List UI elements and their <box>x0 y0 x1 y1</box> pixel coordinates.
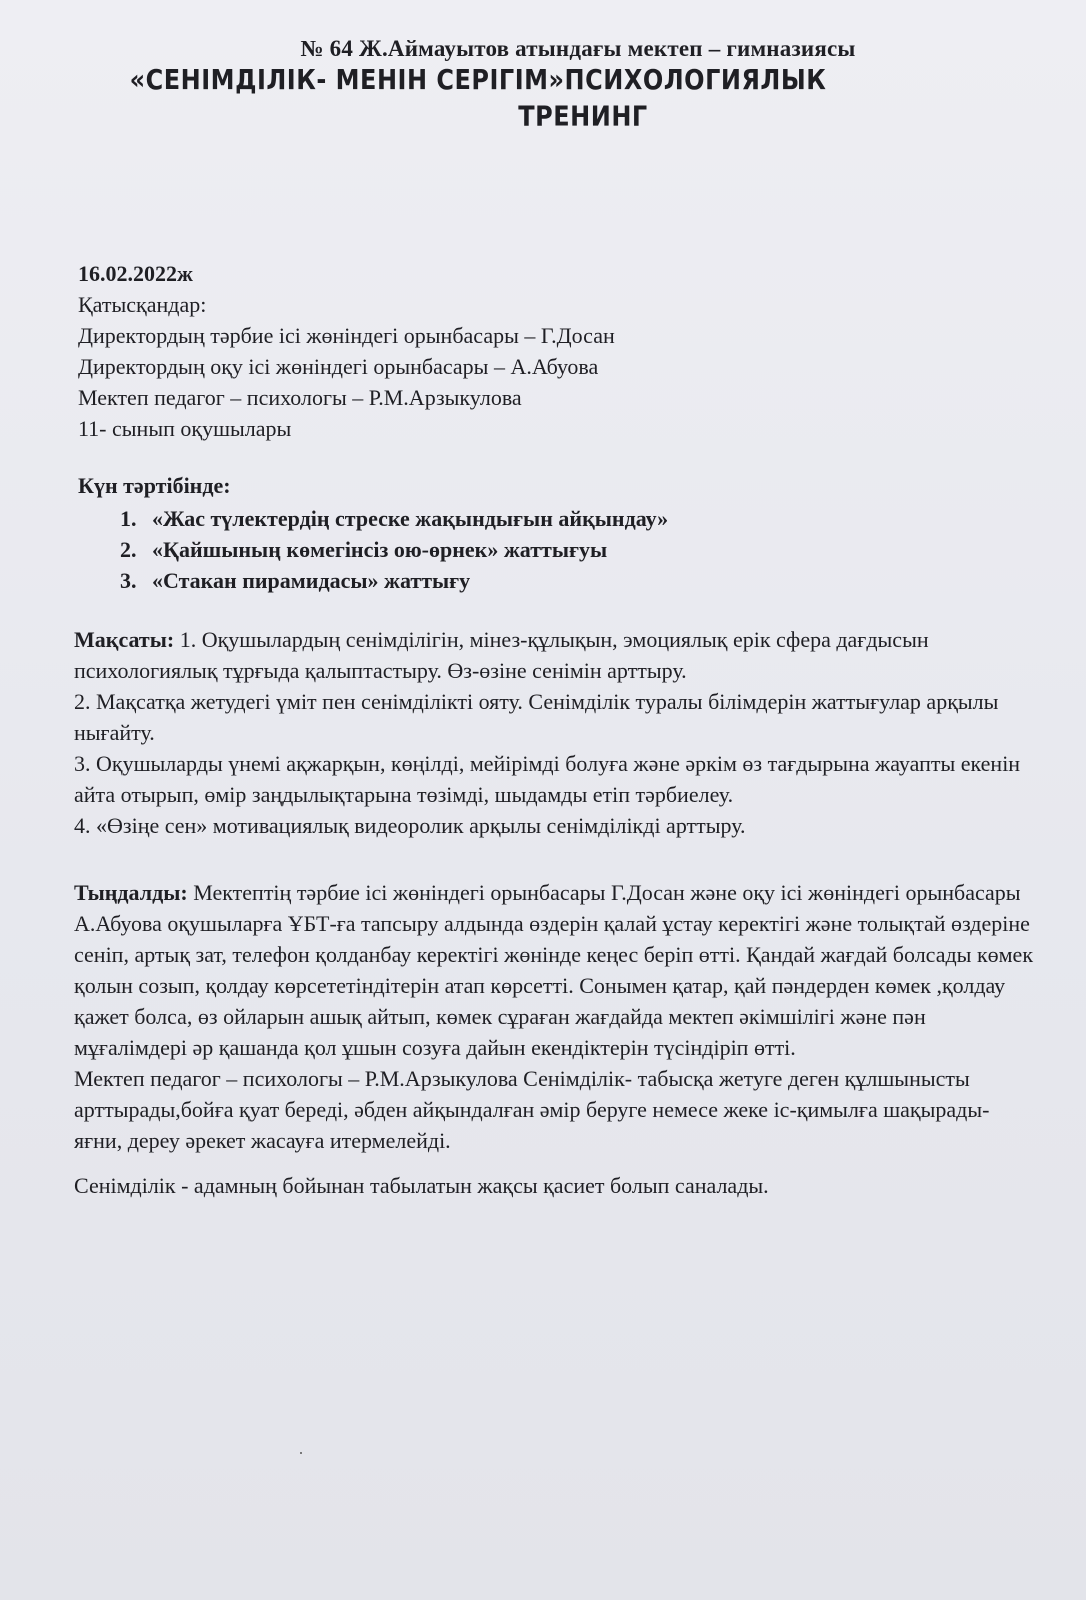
closing-statement: Сенімділік - адамның бойынан табылатын жақсы қасиет болып саналады. <box>74 1173 769 1198</box>
participant-item: Директордың тәрбие ісі жөніндегі орынбасары – Г.Досан <box>78 323 615 348</box>
heard-label: Тыңдалды: <box>74 880 188 905</box>
heard-section <box>64 877 1036 1201</box>
agenda-heading: Күн тәртібінде: <box>78 473 231 498</box>
training-title <box>0 61 1086 135</box>
document-header <box>0 34 1086 133</box>
heard-text: Мектептің тәрбие ісі жөніндегі орынбасары Г.Досан және оқу ісі жөніндегі орынбасары А.Абуова оқушыларға ҰБТ-ға тапсыру алдында өздерін қалай ұстау керектігі және толықтай өздеріне сеніп, артық зат, телефон қолданбау керектігі жөнінде кеңес беріп өтті. Қандай жағдай болсады көмек қолын созып, қолдау көрсететіндітерін атап көрсетті. Сонымен қатар, қай пәндерден көмек ,қолдау қажет болса, өз ойларын ашық айтып, көмек сұраған жағдайда мектеп әкімшілігі және пән мұғалімдері әр қашанда қол ұшын созуға дайын екендіктерін түсіндіріп өтті. <box>74 880 1034 1060</box>
agenda-list <box>64 503 1036 596</box>
goal-item: 2. Мақсатқа жетудегі үміт пен сенімділікті ояту. Сенімділік туралы білімдерін жаттығулар арқылы нығайту. <box>74 689 999 745</box>
document-body <box>64 258 1036 1201</box>
school-name: № 64 Ж.Аймауытов атындағы мектеп – гимназиясы <box>300 36 856 61</box>
training-title-line1: «СЕНІМДІЛІК- МЕНІН СЕРІГІМ»ПСИХОЛОГИЯЛЫК <box>129 63 827 96</box>
participant-item: Директордың оқу ісі жөніндегі орынбасары – А.Абуова <box>78 354 599 379</box>
agenda-item: 2. «Қайшының көмегінсіз ою-өрнек» жаттығуы <box>142 534 1036 565</box>
participants-label: Қатысқандар: <box>78 292 207 317</box>
psychologist-statement: Мектеп педагог – психологы – Р.М.Арзыкулова Сенімділік- табысқа жетуге деген құлшынысты арттырады,бойға қуат береді, әбден айқындалған әмір беруге немесе жеке іс-қимылға шақырады-яғни, дереу әрекет жасауға итермелейді. <box>74 1066 990 1153</box>
goal-item: 1. Оқушылардың сенімділігін, мінез-құлықын, эмоциялық ерік сфера дағдысын психологиялық тұрғыда қалыптастыру. Өз-өзіне сенімін арттыру. <box>74 627 929 683</box>
goals-label: Мақсаты: <box>74 627 175 652</box>
goal-item: 4. «Өзіңе сен» мотивациялық видеоролик арқылы сенімділікді арттыру. <box>74 813 746 838</box>
paper-speck <box>300 1452 302 1454</box>
participant-item: Мектеп педагог – психологы – Р.М.Арзыкулова <box>78 385 522 410</box>
goal-item: 3. Оқушыларды үнемі ақжарқын, көңілді, мейірімді болуға және әркім өз тағдырына жауапты екенін айта отырып, өмір заңдылықтарына төзімді, шыдамды етіп тәрбиелеу. <box>74 751 1021 807</box>
agenda-item: 3. «Стакан пирамидасы» жаттығу <box>142 565 1036 596</box>
participant-item: 11- сынып оқушылары <box>78 416 292 441</box>
meeting-date: 16.02.2022ж <box>78 261 193 286</box>
training-title-line2: ТРЕНИНГ <box>518 100 648 133</box>
agenda-item: 1. «Жас түлектердің стреске жақындығын айқындау» <box>142 503 1036 534</box>
goals-section <box>64 624 1036 841</box>
